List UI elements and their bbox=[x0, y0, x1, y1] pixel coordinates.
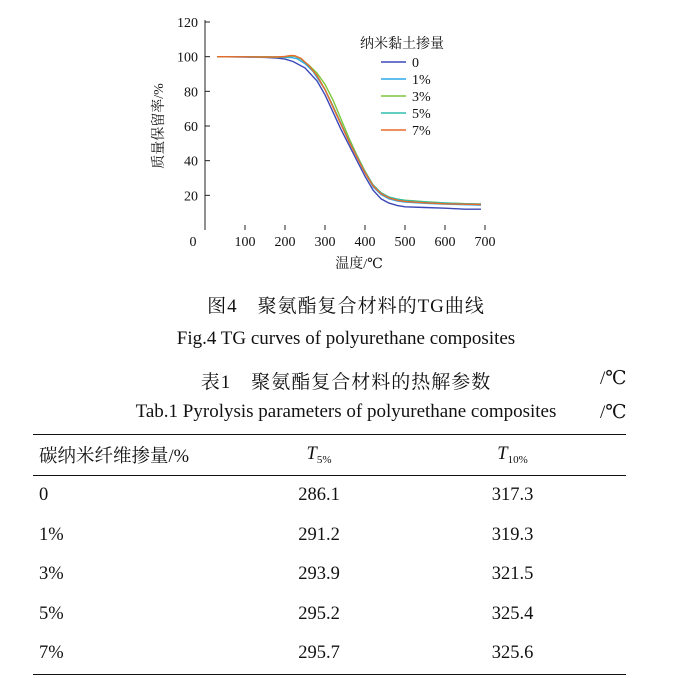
header-dosage: 碳纳米纤维掺量/% bbox=[33, 435, 239, 476]
y-tick-label: 100 bbox=[177, 50, 198, 66]
y-tick-label: 60 bbox=[184, 120, 198, 135]
series-line-7pct bbox=[217, 56, 481, 205]
legend-title: 纳米黏土掺量 bbox=[360, 37, 444, 52]
x-tick-label: 300 bbox=[314, 235, 336, 250]
legend-label: 5% bbox=[412, 107, 431, 122]
cell-t5: 295.7 bbox=[239, 634, 399, 674]
legend-label: 3% bbox=[412, 90, 431, 105]
x-tick-label: 400 bbox=[354, 235, 376, 250]
cell-dosage: 3% bbox=[39, 564, 64, 585]
table-unit-en: /℃ bbox=[600, 402, 627, 423]
chart-ticks bbox=[177, 16, 496, 250]
table-row bbox=[33, 595, 626, 635]
x-tick-label: 100 bbox=[234, 235, 256, 250]
chart-series bbox=[217, 56, 481, 210]
table-header-row bbox=[33, 435, 626, 476]
legend-label: 7% bbox=[412, 124, 431, 139]
y-tick-label: 80 bbox=[184, 85, 198, 101]
y-tick-label: 120 bbox=[177, 16, 198, 31]
cell-t10: 321.5 bbox=[491, 564, 534, 585]
series-line-5pct bbox=[217, 56, 481, 204]
figure-caption-en: Fig.4 TG curves of polyurethane composites bbox=[176, 328, 516, 349]
header-t10: $T_{10\%}$ bbox=[399, 435, 626, 476]
chart-legend bbox=[360, 35, 444, 139]
table-row bbox=[33, 476, 626, 516]
cell-dosage: 5% bbox=[39, 603, 64, 624]
figure-caption-cn: 图4 聚氨酯复合材料的TG曲线 bbox=[207, 296, 485, 317]
cell-dosage: 0 bbox=[39, 485, 49, 506]
legend-label: 1% bbox=[412, 73, 431, 88]
y-tick-label: 40 bbox=[184, 154, 198, 170]
series-line-0 bbox=[217, 57, 481, 210]
table-title-en: Tab.1 Pyrolysis parameters of polyurethane composites bbox=[135, 401, 557, 422]
series-line-1pct bbox=[217, 57, 481, 206]
legend-label: 0 bbox=[412, 56, 419, 71]
cell-t10: 319.3 bbox=[491, 524, 534, 545]
x-tick-label: 200 bbox=[274, 235, 296, 250]
cell-t5: 295.2 bbox=[298, 603, 340, 624]
table-row bbox=[33, 516, 626, 556]
cell-t10: 317.3 bbox=[491, 485, 534, 506]
y-tick-label: 20 bbox=[184, 189, 198, 205]
cell-t10: 325.6 bbox=[399, 634, 626, 674]
series-line-3pct bbox=[217, 56, 481, 204]
table-row bbox=[33, 634, 626, 674]
cell-dosage: 1% bbox=[39, 524, 64, 545]
x-tick-label: 600 bbox=[434, 235, 456, 250]
x-tick-label: 700 bbox=[474, 235, 496, 250]
pyrolysis-table bbox=[33, 434, 626, 675]
header-t5: $T_{5\%}$ bbox=[239, 435, 399, 476]
cell-dosage: 7% bbox=[33, 634, 239, 674]
y-axis-label: 质量保留率/% bbox=[152, 83, 167, 169]
table-unit-cn: /℃ bbox=[600, 368, 627, 389]
x-tick-label: 0 bbox=[189, 235, 197, 250]
cell-t10: 325.4 bbox=[491, 603, 534, 624]
cell-t5: 291.2 bbox=[298, 524, 340, 545]
x-axis-label: 温度/℃ bbox=[335, 257, 383, 272]
table-row bbox=[33, 555, 626, 595]
cell-t5: 293.9 bbox=[298, 564, 340, 585]
x-tick-label: 500 bbox=[394, 235, 416, 250]
tg-curve-chart bbox=[0, 0, 692, 290]
table-title-cn: 表1 聚氨酯复合材料的热解参数 bbox=[200, 372, 492, 393]
cell-t5: 286.1 bbox=[298, 485, 340, 506]
